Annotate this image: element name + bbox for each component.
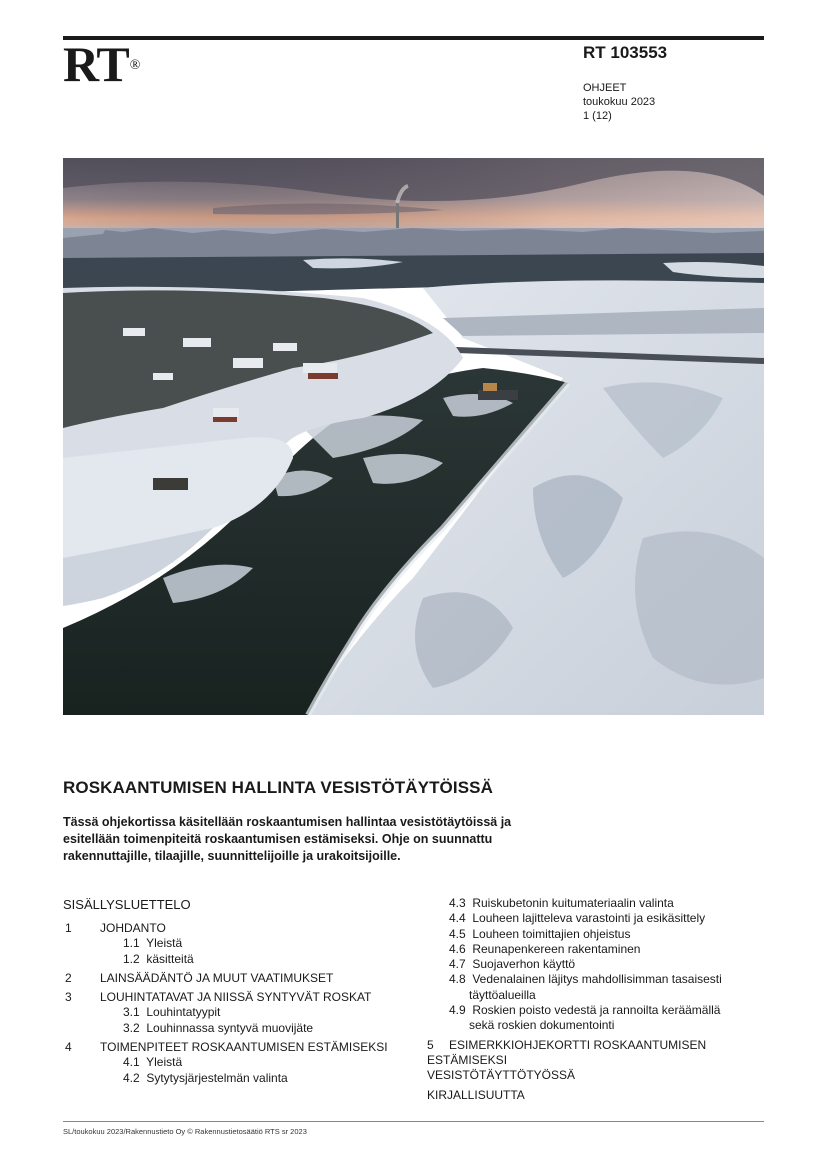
toc-entry: 4.4 Louheen lajitteleva varastointi ja esikäsittely [449,911,706,926]
bottom-rule [63,1121,764,1122]
toc-entry: 4.3 Ruiskubetonin kuitumateriaalin valinta [449,896,674,910]
toc-entry: 4.6 Reunapenkereen rakentaminen [449,941,641,956]
toc-entry: 4.5 Louheen toimittajien ohjeistus [449,926,631,941]
toc-chapter-5: 5 ESIMERKKIOHJEKORTTI ROSKAANTUMISEN ESTÄMISEKSI VESISTÖTÄYTTÖTYÖSSÄ [427,1037,707,1083]
toc-column-left [63,921,403,1090]
document-meta [583,81,655,123]
page-number: 1 (12) [583,110,612,122]
aerial-winter-harbor-photo [63,158,764,715]
toc-chapter-4-continued [427,896,767,1034]
toc-entry: 4.1 Yleistä [123,1055,183,1070]
toc-entry: 4.9 Roskien poisto vedestä ja rannoilta keräämällä sekä roskien dokumentointi [449,1003,721,1033]
toc-chapter-4: 4 TOIMENPITEET ROSKAANTUMISEN ESTÄMISEKSI 4.1 Yleistä 4.2 Sytytysjärjestelmän valinta [63,1040,403,1086]
toc-heading: SISÄLLYSLUETTELO [63,897,191,912]
document-id: RT 103553 [583,43,668,62]
toc-entry: 1.2 käsitteitä [123,951,194,966]
toc-column-right [427,896,767,1103]
toc-references: KIRJALLISUUTTA [427,1087,525,1102]
toc-entry: 1.1 Yleistä [123,936,183,951]
toc-entry: 4.7 Suojaverhon käyttö [449,957,576,972]
lead-paragraph: Tässä ohjekortissa käsitellään roskaantumisen hallintaa vesistötäytöissä ja esitellään toimenpiteitä roskaantumisen estämiseksi. Ohje on suunnattu rakennuttajille, tilaajille, suunnittelijoille ja urakoitsijoille. [63,815,512,863]
toc-chapter-3: 3 LOUHINTATAVAT JA NIISSÄ SYNTYVÄT ROSKAT 3.1 Louhintatyypit 3.2 Louhinnassa syntyvä muovijäte [63,990,403,1036]
toc-entry: 3.2 Louhinnassa syntyvä muovijäte [123,1020,314,1035]
page-title: ROSKAANTUMISEN HALLINTA VESISTÖTÄYTÖISSÄ [63,778,493,797]
toc-chapter-2: 2 LAINSÄÄDÄNTÖ JA MUUT VAATIMUKSET [65,970,334,985]
rt-logo: RT® [63,36,140,92]
document-type: OHJEET [583,82,627,94]
document-date: toukokuu 2023 [583,96,656,108]
toc-chapter-1: 1 JOHDANTO 1.1 Yleistä 1.2 käsitteitä [63,921,403,967]
footer-copyright: SL/toukokuu 2023/Rakennustieto Oy © Rakennustietosäätiö RTS sr 2023 [63,1127,307,1136]
toc-entry: 3.1 Louhintatyypit [123,1005,221,1020]
top-rule [63,36,764,40]
toc-entry: 4.8 Vedenalainen läjitys mahdollisimman tasaisesti täyttöalueilla [449,972,722,1002]
toc-entry: 4.2 Sytytysjärjestelmän valinta [123,1070,288,1085]
